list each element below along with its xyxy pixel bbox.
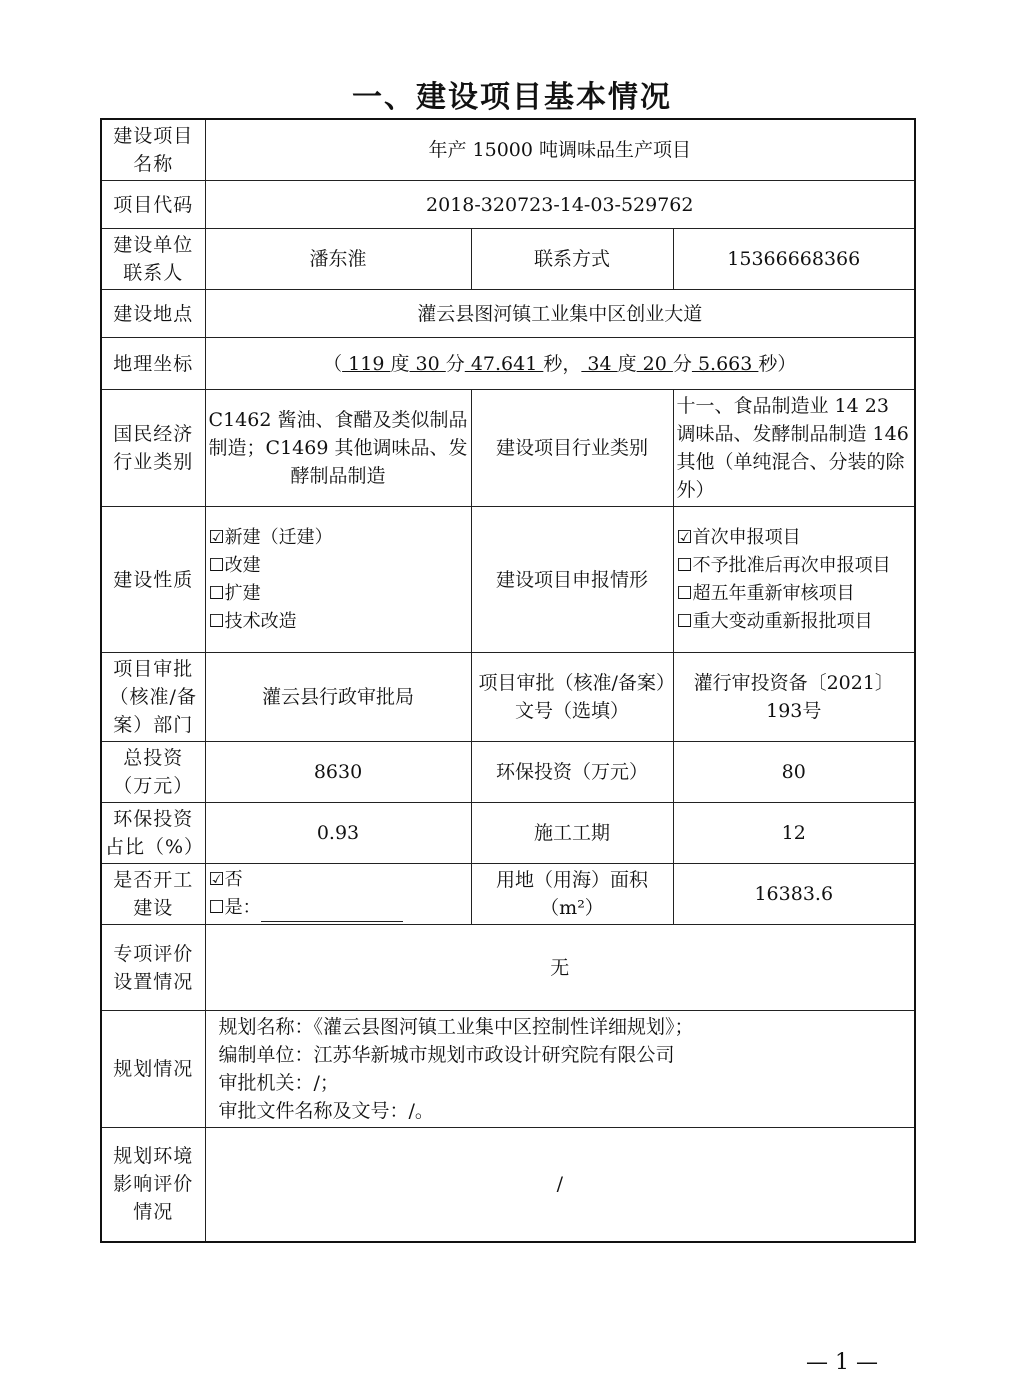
sec-unit: 秒） [758,352,797,375]
project-industry-value: 十一、食品制造业 14 23 调味品、发酵制品制造 146 其他（单纯混合、分装的除外） [673,390,915,507]
lat-degrees: 34 [581,352,618,375]
nature-option-expand[interactable]: ☐扩建 [208,582,261,604]
deg-unit: 度 [617,352,637,375]
coords-label: 地理坐标 [101,338,205,390]
declaration-option-resubmit[interactable]: ☐不予批准后再次申报项目 [676,554,891,576]
deg-unit: 度 [390,352,410,375]
min-unit: 分 [445,352,465,375]
lon-minutes: 30 [409,352,446,375]
planning-env-label: 规划环境影响评价情况 [101,1128,205,1242]
total-invest-label: 总投资（万元） [101,742,205,803]
nature-options [205,507,471,653]
started-yes-label: ☐是： [208,897,261,918]
env-ratio-label: 环保投资占比（%） [101,803,205,864]
planning-line-doc: 审批文件名称及文号：/。 [218,1100,434,1122]
declaration-option-major-change[interactable]: ☐重大变动重新报批项目 [676,610,873,632]
industry-value: C1462 酱油、食醋及类似制品制造；C1469 其他调味品、发酵制品制造 [205,390,471,507]
project-info-table [100,118,916,1243]
contact-person-label: 建设单位联系人 [101,229,205,290]
area-label: 用地（用海）面积（m²） [471,864,673,925]
project-name-value: 年产 15000 吨调味品生产项目 [205,119,915,181]
project-industry-label: 建设项目行业类别 [471,390,673,507]
nature-option-tech[interactable]: ☐技术改造 [208,610,297,632]
special-eval-value: 无 [205,925,915,1011]
area-value: 16383.6 [673,864,915,925]
location-label: 建设地点 [101,290,205,338]
env-ratio-value: 0.93 [205,803,471,864]
started-option-yes[interactable] [209,894,468,922]
approval-dept-value: 灌云县行政审批局 [205,653,471,742]
lat-minutes: 20 [636,352,673,375]
project-code-label: 项目代码 [101,181,205,229]
location-value: 灌云县图河镇工业集中区创业大道 [205,290,915,338]
started-option-no[interactable]: ☑否 [208,869,243,890]
coords-open: （ [323,352,343,375]
started-options [205,864,471,925]
industry-label: 国民经济行业类别 [101,390,205,507]
lon-degrees: 119 [342,352,391,375]
sec-unit: 秒， [543,352,582,375]
env-invest-value: 80 [673,742,915,803]
period-value: 12 [673,803,915,864]
planning-value [205,1011,915,1128]
planning-line-name: 规划名称：《灌云县图河镇工业集中区控制性详细规划》； [218,1016,694,1038]
approval-dept-label: 项目审批（核准/备案）部门 [101,653,205,742]
lon-seconds: 47.641 [464,352,544,375]
started-label: 是否开工建设 [101,864,205,925]
lat-seconds: 5.663 [691,352,759,375]
coords-value [205,338,915,390]
nature-option-rebuild[interactable]: ☐改建 [208,554,261,576]
planning-label: 规划情况 [101,1011,205,1128]
project-name-label: 建设项目名称 [101,119,205,181]
approval-doc-label: 项目审批（核准/备案）文号（选填） [471,653,673,742]
approval-doc-value: 灌行审投资备〔2021〕193号 [673,653,915,742]
planning-line-unit: 编制单位：江苏华新城市规划市政设计研究院有限公司 [218,1044,675,1066]
min-unit: 分 [672,352,692,375]
total-invest-value: 8630 [205,742,471,803]
nature-option-new[interactable]: ☑新建（迁建） [208,526,333,548]
project-code-value: 2018-320723-14-03-529762 [205,181,915,229]
declaration-label: 建设项目申报情形 [471,507,673,653]
contact-person-value: 潘东淮 [205,229,471,290]
contact-method-label: 联系方式 [471,229,673,290]
declaration-option-five-years[interactable]: ☐超五年重新审核项目 [676,582,855,604]
planning-env-value: / [205,1128,915,1242]
started-yes-blank[interactable] [261,903,403,922]
page-title: 一、建设项目基本情况 [352,80,672,115]
nature-label: 建设性质 [101,507,205,653]
env-invest-label: 环保投资（万元） [471,742,673,803]
contact-phone-value: 15366668366 [673,229,915,290]
special-eval-label: 专项评价设置情况 [101,925,205,1011]
declaration-option-first[interactable]: ☑首次申报项目 [676,526,801,548]
planning-line-authority: 审批机关：/； [218,1072,339,1094]
page-number: — 1 — [806,1350,878,1375]
period-label: 施工工期 [471,803,673,864]
declaration-options [673,507,915,653]
